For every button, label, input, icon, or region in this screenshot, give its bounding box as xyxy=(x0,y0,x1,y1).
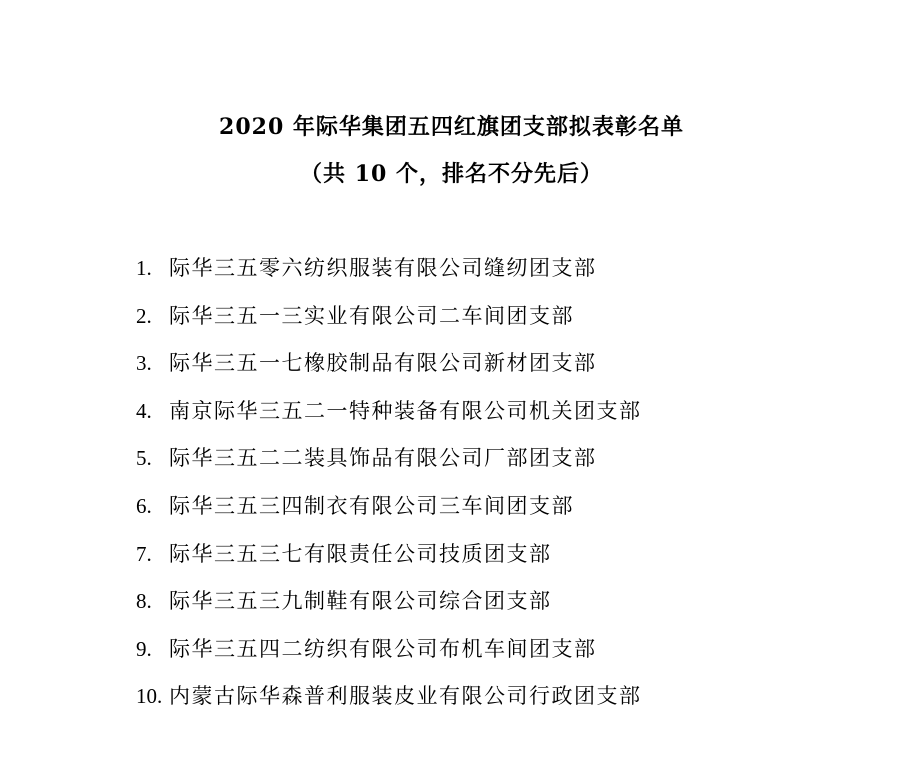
item-name: 际华三五一三实业有限公司二车间团支部 xyxy=(169,303,574,328)
honoree-list xyxy=(136,254,642,730)
item-number: 5. xyxy=(136,446,152,471)
item-number: 1. xyxy=(136,256,152,280)
list-item xyxy=(136,492,642,540)
list-item xyxy=(136,349,642,397)
list-item xyxy=(136,635,642,683)
item-name: 际华三五四二纺织有限公司布机车间团支部 xyxy=(169,636,597,661)
document-title: 2020 年际华集团五四红旗团支部拟表彰名单 xyxy=(219,114,684,140)
item-number: 9. xyxy=(136,636,152,661)
item-number: 2. xyxy=(136,303,152,328)
list-item xyxy=(136,254,642,302)
item-name: 际华三五三七有限责任公司技质团支部 xyxy=(169,541,552,566)
item-name: 际华三五二二装具饰品有限公司厂部团支部 xyxy=(169,446,597,471)
item-name: 际华三五三四制衣有限公司三车间团支部 xyxy=(169,493,574,518)
list-item xyxy=(136,682,642,730)
item-name: 南京际华三五二一特种装备有限公司机关团支部 xyxy=(169,398,642,423)
item-name: 内蒙古际华森普利服装皮业有限公司行政团支部 xyxy=(169,684,642,709)
document-subtitle: （共 10 个，排名不分先后） xyxy=(300,161,603,187)
list-item xyxy=(136,397,642,445)
item-number: 7. xyxy=(136,541,152,566)
item-number: 3. xyxy=(136,351,152,376)
list-item xyxy=(136,587,642,635)
item-number: 4. xyxy=(136,398,152,423)
item-number: 6. xyxy=(136,493,152,518)
item-number: 8. xyxy=(136,589,152,614)
item-number: 10. xyxy=(136,684,163,709)
item-name: 际华三五零六纺织服装有限公司缝纫团支部 xyxy=(169,256,597,280)
item-name: 际华三五一七橡胶制品有限公司新材团支部 xyxy=(169,351,597,376)
list-item xyxy=(136,302,642,350)
list-item xyxy=(136,540,642,588)
list-item xyxy=(136,444,642,492)
item-name: 际华三五三九制鞋有限公司综合团支部 xyxy=(169,589,552,614)
